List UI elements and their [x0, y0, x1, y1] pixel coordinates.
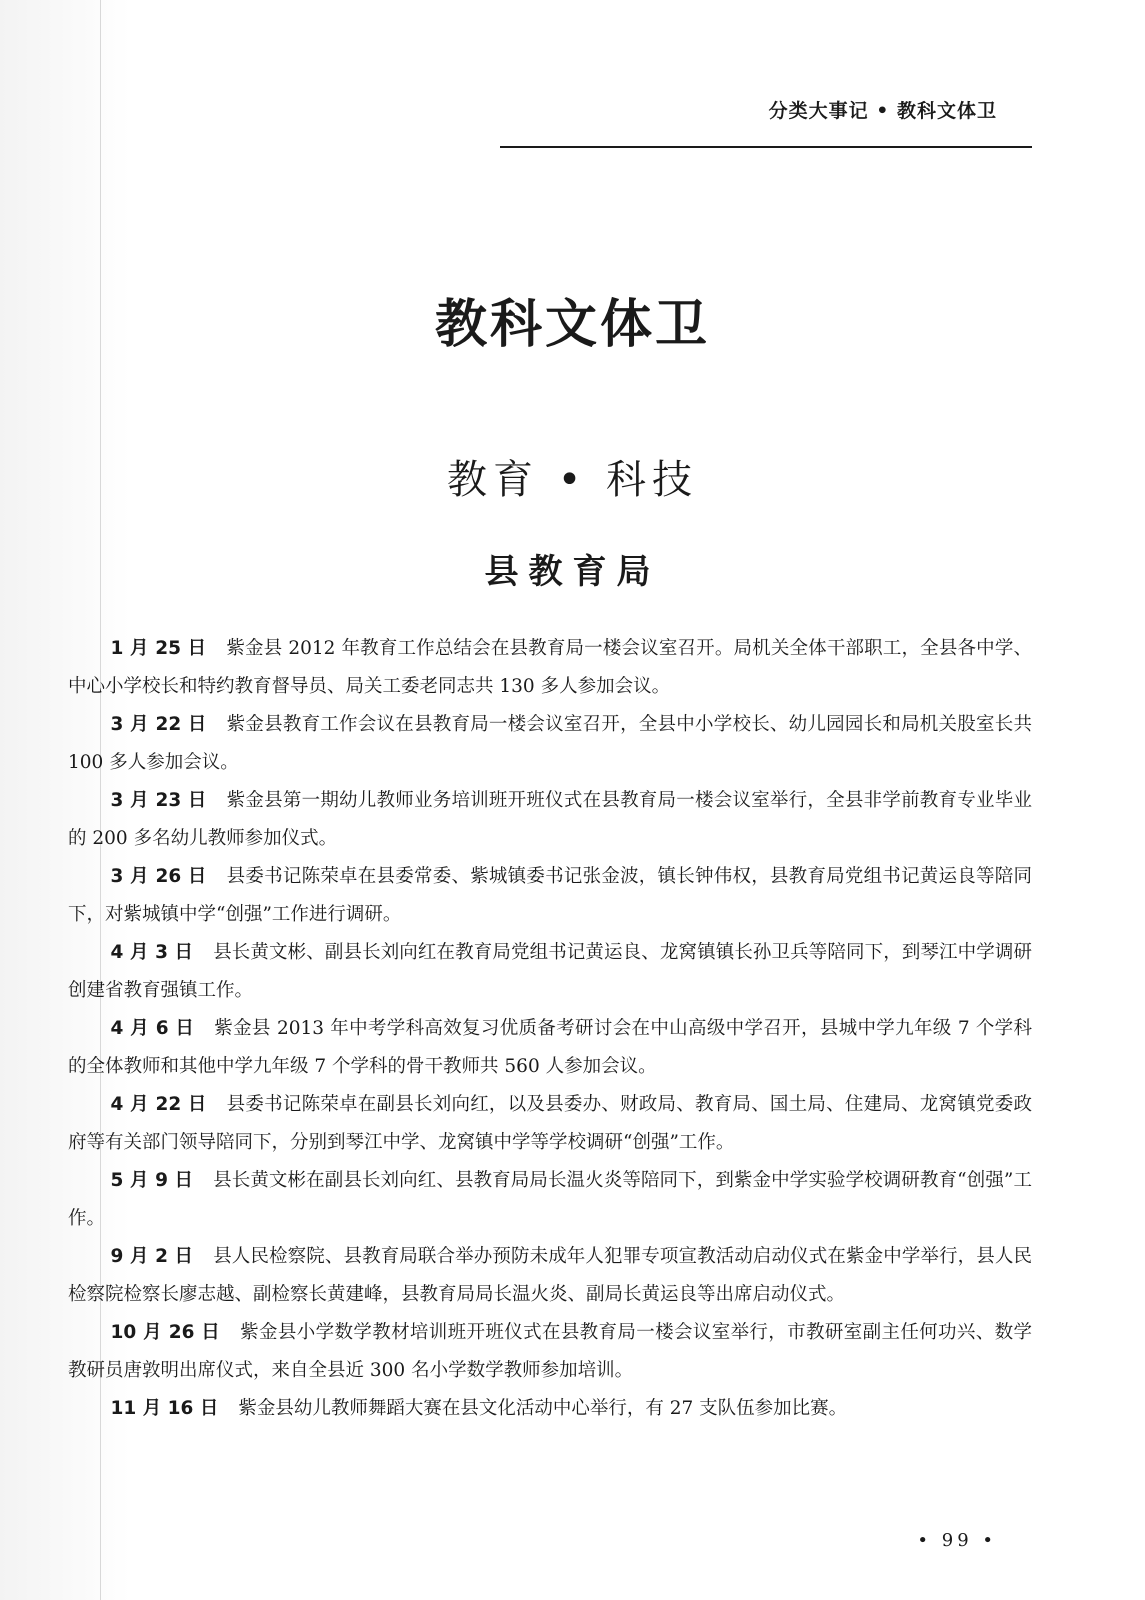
- event-entry: [68, 706, 1032, 782]
- running-head: 分类大事记 • 教科文体卫: [768, 100, 997, 122]
- event-entry: [68, 1390, 1032, 1428]
- section-title: 教育 • 科技: [446, 457, 699, 503]
- event-date: 9 月 2 日: [110, 1246, 194, 1267]
- event-date: 1 月 25 日: [110, 638, 207, 659]
- event-entry: [68, 630, 1032, 706]
- event-text: 县委书记陈荣卓在县委常委、紫城镇委书记张金波，镇长钟伟权，县教育局党组书记黄运良等陪同下，对紫城镇中学“创强”工作进行调研。: [68, 866, 1032, 925]
- page-number: • 99 •: [917, 1530, 997, 1551]
- event-text: 县长黄文彬在副县长刘向红、县教育局局长温火炎等陪同下，到紫金中学实验学校调研教育“创强”工作。: [68, 1170, 1032, 1229]
- event-entry: [68, 934, 1032, 1010]
- event-entry: [68, 1086, 1032, 1162]
- event-date: 3 月 22 日: [110, 714, 207, 735]
- event-text: 紫金县教育工作会议在县教育局一楼会议室召开，全县中小学校长、幼儿园园长和局机关股室长共 100 多人参加会议。: [68, 714, 1032, 773]
- event-entry: [68, 1010, 1032, 1086]
- chapter-title: 教科文体卫: [434, 295, 710, 355]
- event-entry: [68, 1238, 1032, 1314]
- event-entry: [68, 1162, 1032, 1238]
- subsection-title: 县教育局: [484, 552, 661, 592]
- event-date: 4 月 3 日: [110, 942, 194, 963]
- event-text: 县长黄文彬、副县长刘向红在教育局党组书记黄运良、龙窝镇镇长孙卫兵等陪同下，到琴江中学调研创建省教育强镇工作。: [68, 942, 1032, 1001]
- event-date: 11 月 16 日: [110, 1398, 219, 1419]
- event-text: 紫金县小学数学教材培训班开班仪式在县教育局一楼会议室举行，市教研室副主任何功兴、数学教研员唐敦明出席仪式，来自全县近 300 名小学数学教师参加培训。: [68, 1322, 1032, 1381]
- event-text: 紫金县幼儿教师舞蹈大赛在县文化活动中心举行，有 27 支队伍参加比赛。: [238, 1398, 848, 1419]
- header-rule: [500, 146, 1032, 148]
- event-text: 紫金县第一期幼儿教师业务培训班开班仪式在县教育局一楼会议室举行，全县非学前教育专业毕业的 200 多名幼儿教师参加仪式。: [68, 790, 1032, 849]
- event-date: 10 月 26 日: [110, 1322, 221, 1343]
- event-date: 3 月 26 日: [110, 866, 207, 887]
- event-entry: [68, 858, 1032, 934]
- event-date: 4 月 6 日: [110, 1018, 195, 1039]
- event-text: 县委书记陈荣卓在副县长刘向红，以及县委办、财政局、教育局、国土局、住建局、龙窝镇党委政府等有关部门领导陪同下，分别到琴江中学、龙窝镇中学等学校调研“创强”工作。: [68, 1094, 1032, 1153]
- event-date: 4 月 22 日: [110, 1094, 207, 1115]
- event-text: 紫金县 2013 年中考学科高效复习优质备考研讨会在中山高级中学召开，县城中学九年级 7 个学科的全体教师和其他中学九年级 7 个学科的骨干教师共 560 人参加会议。: [68, 1018, 1032, 1077]
- event-date: 3 月 23 日: [110, 790, 207, 811]
- event-entry: [68, 1314, 1032, 1390]
- event-text: 紫金县 2012 年教育工作总结会在县教育局一楼会议室召开。局机关全体干部职工，全县各中学、中心小学校长和特约教育督导员、局关工委老同志共 130 多人参加会议。: [68, 638, 1032, 697]
- event-entries: [68, 630, 1032, 1428]
- event-date: 5 月 9 日: [110, 1170, 194, 1191]
- event-entry: [68, 782, 1032, 858]
- event-text: 县人民检察院、县教育局联合举办预防未成年人犯罪专项宣教活动启动仪式在紫金中学举行，县人民检察院检察长廖志越、副检察长黄建峰，县教育局局长温火炎、副局长黄运良等出席启动仪式。: [68, 1246, 1032, 1305]
